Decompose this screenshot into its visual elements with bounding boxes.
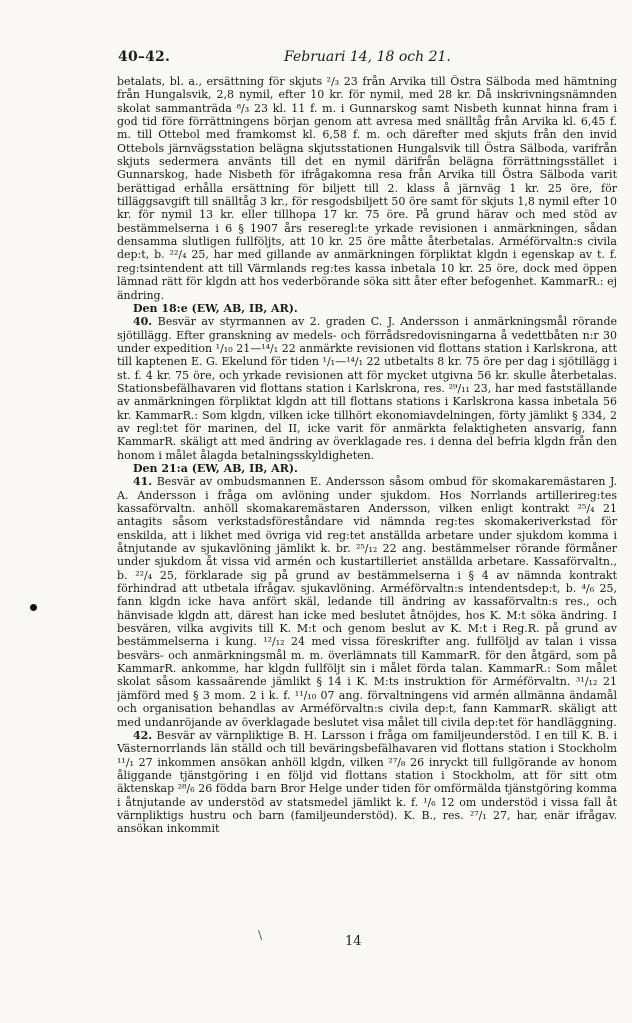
case-text: Besvär av ombudsmannen E. Andersson såsom ombud för skomakaremästaren J. A. Andersson i fråga om avlöning under sjukdom. Hos Norrlands artillerireg:tes kassaförvaltn. anhöll skomakaremästaren Andersson, vilken enligt kontrakt ²⁵/₄ 21 antagits såsom verkstadsföreståndare vid nämnda reg:tes skomakeriverkstad för enskilda, att i likhet med övriga vid reg:tet anställda arbetare under sjukdom komma i åtnjutande av sjukavlöning jämlikt k. br. ²⁵/₁₂ 22 ang. bestämmelser rörande förmåner under sjukdom åt vissa vid armén och kustartilleriet anställda arbetare. Kassaförvaltn., b. ²²/₄ 25, förklarade sig på grund av bestämmelserna i § 4 av nämnda kontrakt förhindrad att utbetala ifrågav. sjukavlöning. Arméförvaltn:s intendentsdep:t, b. ⁴/₆ 25, fann klgdn icke hava anfört skäl, ledande till ändring av kassaförvaltn:s res., och hänvisade klgdn att, därest han icke med beslutet åtnöjdes, hos K. M:t söka ändring. I besvären, vilka avgivits till K. M:t och genom beslut av K. M:t i Reg.R. på grund av bestämmelserna i kung. ¹²/₁₂ 24 med vissa föreskrifter ang. fullföljd av talan i vissa besvärs- och anmärkningsmål m. m. överlämnats till KammarR. för den åtgärd, som på KammarR. ankomme, har klgdn fullföljt sin i målet förda talan. KammarR.: Som målet skolat såsom kassaärende jämlikt § 14 i K. M:ts instruktion för Arméförvaltn. ³¹/₁₂ 21 jämförd med § 3 mom. 2 i k. f. ¹¹/₁₀ 07 ang. förvaltningens vid armén allmänna ändamål och organisation behandlas av Arméförvaltn:s civila dep:t, fann KammarR. skäligt att med undanröjande av överklagade beslutet visa målet till civila dep:tet för handläggning. [117, 475, 617, 729]
case-paragraph [117, 729, 617, 836]
session-heading: Den 21:a (EW, AB, IB, AR). [133, 461, 298, 475]
case-paragraph [117, 475, 617, 729]
margin-mark: \ [258, 928, 263, 942]
punch-hole-mark [30, 604, 37, 611]
paragraph-continuation: betalats, bl. a., ersättning för skjuts ²/₃ 23 från Arvika till Östra Sälboda med hämtning från Hungalsvik, 2,8 nymil, efter 10 kr. för nymil, med 28 kr. Då inskrivningsnämnden skolat sammanträda ⁸/₃ 23 kl. 11 f. m. i Gunnarskog samt Nisbeth kunnat hinna fram i god tid före förrättningens början genom att avresa med snälltåg från Arvika kl. 6,45 f. m. till Ottebol med framkomst kl. 6,58 f. m. och därefter med skjuts från den invid Ottebols järnvägsstation belägna skjutsstationen Hungalsvik till Östra Sälboda, varifrån skjuts sedermera använts till det en nymil därifrån belägna förrättningsstället i Gunnarskog, hade Nisbeth för ifrågakomna resa från Arvika till Östra Sälboda varit berättigad erhålla ersättning för biljett till 2. klass å järnväg 1 kr. 25 öre, för tilläggsavgift till snälltåg 3 kr., för resgodsbiljett 50 öre samt för skjuts 1,8 nymil efter 10 kr. för nymil 13 kr. eller tillhopa 17 kr. 75 öre. På grund härav och med stöd av bestämmelserna i 6 § 1907 års reseregl:te yrkade revisionen i anmärkningen, sådan densamma slutligen fullföljts, att 10 kr. 25 öre måtte återbetalas. Arméförvaltn:s civila dep:t, b. ²²/₄ 25, har med gillande av anmärkningen förpliktat klgdn i egenskap av t. f. reg:tsintendent att till Värmlands reg:tes kassa inbetala 10 kr. 25 öre, dock med öppen lämnad rätt för klgdn att hos vederbörande söka sitt åter efter befogenhet. KammarR.: ej ändring. [117, 75, 617, 302]
page-header [118, 49, 616, 69]
case-text: Besvär av styrmannen av 2. graden C. J. Andersson i anmärkningsmål rörande sjötillägg. Efter granskning av medels- och förrådsredovisningarna å vedettbåten n:r 30 under expedition ¹/₁₀ 21—¹⁴/₁ 22 anmärkte revisionen vid flottans station i Karlskrona, att till kaptenen E. G. Ekelund för tiden ¹/₁—¹⁴/₁ 22 utbetalts 8 kr. 75 öre per dag i sjötillägg i st. f. 4 kr. 75 öre, och yrkade revisionen att för mycket utgivna 56 kr. skulle återbetalas. Stationsbefälhavaren vid flottans station i Karlskrona, res. ²⁹/₁₁ 23, har med fastställande av anmärkningen förpliktat klgdn att till flottans stations i Karlskrona kassa inbetala 56 kr. KammarR.: Som klgdn, vilken icke tillhört ekonomiavdelningen, förty jämlikt § 334, 2 av regl:tet för marinen, del II, icke varit för anmärkta felaktigheten ansvarig, fann KammarR. skäligt att med ändring av överklagade res. i denna del befria klgdn från den honom i målet ålagda betalningsskyldigheten. [117, 315, 617, 462]
case-text: Besvär av värnpliktige B. H. Larsson i fråga om familjeunderstöd. I en till K. B. i Västernorrlands län ställd och till beväringsbefälhavaren vid flottans station i Stockholm ¹¹/₁ 27 inkommen ansökan anhöll klgdn, vilken ²⁷/₈ 26 inryckt till fullgörande av honom åliggande tjänstgöring i en följd vid flottans station i Stockholm, att för sitt otm äktenskap ²⁸/₆ 26 födda barn Bror Helge under tiden för omförmälda tjänstgöring komma i åtnjutande av understöd av statsmedel jämlikt k. f. ¹/₆ 12 om understöd i vissa fall åt värnpliktigs hustru och barn (familjeunderstöd). K. B., res. ²⁷/₁ 27, har, enär ifrågav. ansökan inkommit [117, 728, 617, 836]
section-range: 40–42. [118, 49, 171, 65]
case-paragraph [117, 315, 617, 462]
body-text [117, 75, 617, 968]
session-heading: Den 18:e (EW, AB, IB, AR). [133, 301, 298, 315]
page-title: Februari 14, 18 och 21. [284, 49, 451, 65]
case-number: 42. [133, 728, 153, 742]
case-number: 41. [133, 475, 153, 489]
case-number: 40. [133, 315, 153, 329]
page-number: 14 [345, 934, 362, 949]
